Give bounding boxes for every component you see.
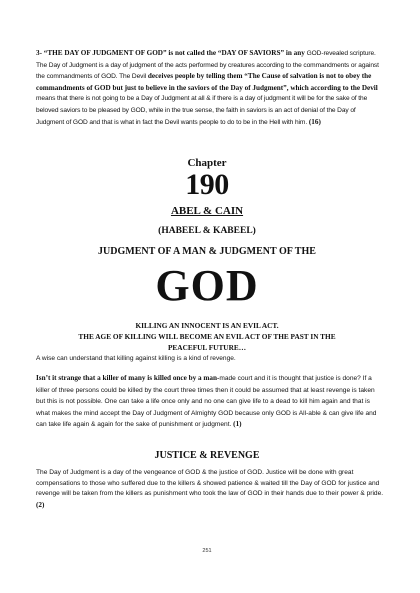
document-page [28,0,386,593]
page-number: 251 [202,548,212,554]
killing-line-3: PEACEFUL FUTURE… [167,343,247,352]
intro-text-2: means that there is not going to be a Day of Judgment at all & if there is a day of judgment it will be for the sake of the beloved saviors to be pleased by GOD, while in the true sense, the faith in saviors is an act of denial of the Day of Judgment of GOD and that is what in fact the Devil wants people to do to be in the Hell with him. [36,95,368,126]
killing-heading [28,320,386,353]
judgment-heading: JUDGMENT OF A MAN & JUDGMENT OF THE [98,246,316,257]
killing-line-2: THE AGE OF KILLING WILL BECOME AN EVIL ACT OF THE PAST IN THE [78,332,336,341]
intro-bold-2: deceives people by telling them “The Cause of salvation is not to obey the commandments of GOD but just to believe in the saviors of the Day of Judgment”, which according to the Devil [36,72,378,92]
chapter-subtitle: (HABEEL & KABEEL) [158,226,256,236]
strange-lead: Isn’t it strange that a killer of many is killed once by a man- [36,374,220,382]
justice-heading: JUSTICE & REVENGE [154,450,260,461]
justice-text: The Day of Judgment is a day of the vengeance of GOD & the justice of GOD. Justice will be done with great compensations to those who suffered due to the killers & showed patience & waited till the Day of GOD for justice and revenge will be taken from the killers as punishment who took the law of GOD in their hands due to their power & pride. [36,469,384,498]
intro-text-1: GOD-revealed scripture. The Day of Judgment is a day of judgment of the acts performed by creatures according to the commandments or against the commandments of GOD. The Devil [36,50,379,81]
intro-reference: (16) [308,117,321,126]
god-heading: GOD [155,261,259,310]
strange-reference: (1) [233,420,242,429]
justice-reference: (2) [36,500,45,509]
chapter-number: 190 [185,168,229,201]
intro-paragraph [36,48,384,128]
strange-paragraph [36,373,384,431]
justice-paragraph [36,468,384,511]
chapter-label: Chapter [187,157,227,169]
chapter-title: ABEL & CAIN [170,205,244,217]
strange-text: made court and it is thought that justice is done? If a killer of three persons could be killed by the court three times then it could be assumed that at least revenge is taken but this is not possible. One can take a life once only and no one can give life to a dead to kill him again and that is what makes the mind accept the Day of Judgment of Almighty GOD because only GOD is All-able & can give life and can take life again & again for the sake of punishment or judgment. [36,375,377,429]
wise-line: A wise can understand that killing against killing is a kind of revenge. [36,355,236,362]
intro-lead: 3- “THE DAY OF JUDGMENT OF GOD” is not called the “DAY OF SAVIORS” in any [36,49,305,57]
killing-line-1: KILLING AN INNOCENT IS AN EVIL ACT. [135,321,279,330]
